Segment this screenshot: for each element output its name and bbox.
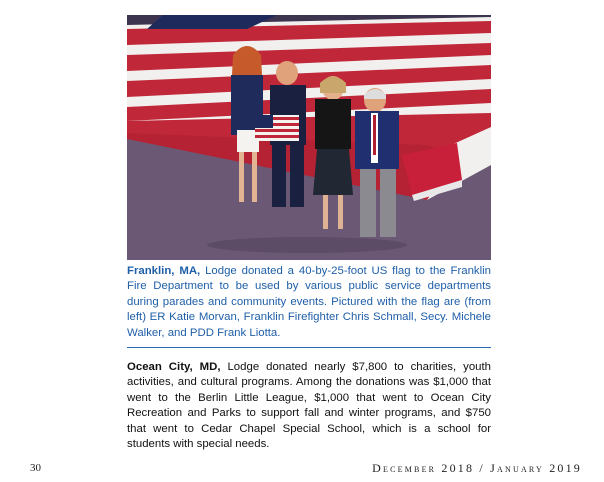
- article-paragraph: [127, 360, 491, 452]
- photo-caption: [127, 264, 491, 341]
- caption-text: Lodge donated a 40-by-25-foot US flag to the Franklin Fire Department to be used by various public service departments during parades and community events. Pictured with the flag are (from left) ER Katie Morvan, Franklin Firefighter Chris Schmall, Secy. Michele Walker, and PDD Frank Liotta.: [127, 265, 491, 339]
- lodge-flag-photo: [127, 15, 491, 260]
- issue-date: December 2018 / January 2019: [372, 461, 582, 475]
- caption-lead: Franklin, MA,: [127, 265, 201, 277]
- article-lead: Ocean City, MD,: [127, 361, 221, 373]
- page-number: 30: [30, 462, 41, 474]
- held-flag: [255, 115, 299, 141]
- section-divider: [127, 347, 491, 348]
- article-text: Lodge donated nearly $7,800 to charities, youth activities, and cultural programs. Among the donations was $1,000 that went to the Berlin Little League, $1,000 that went to Ocean City Recreation and Parks to support fall and winter programs, and $750 that went to Cedar Chapel Special School, which is a school for students with special needs.: [127, 361, 491, 451]
